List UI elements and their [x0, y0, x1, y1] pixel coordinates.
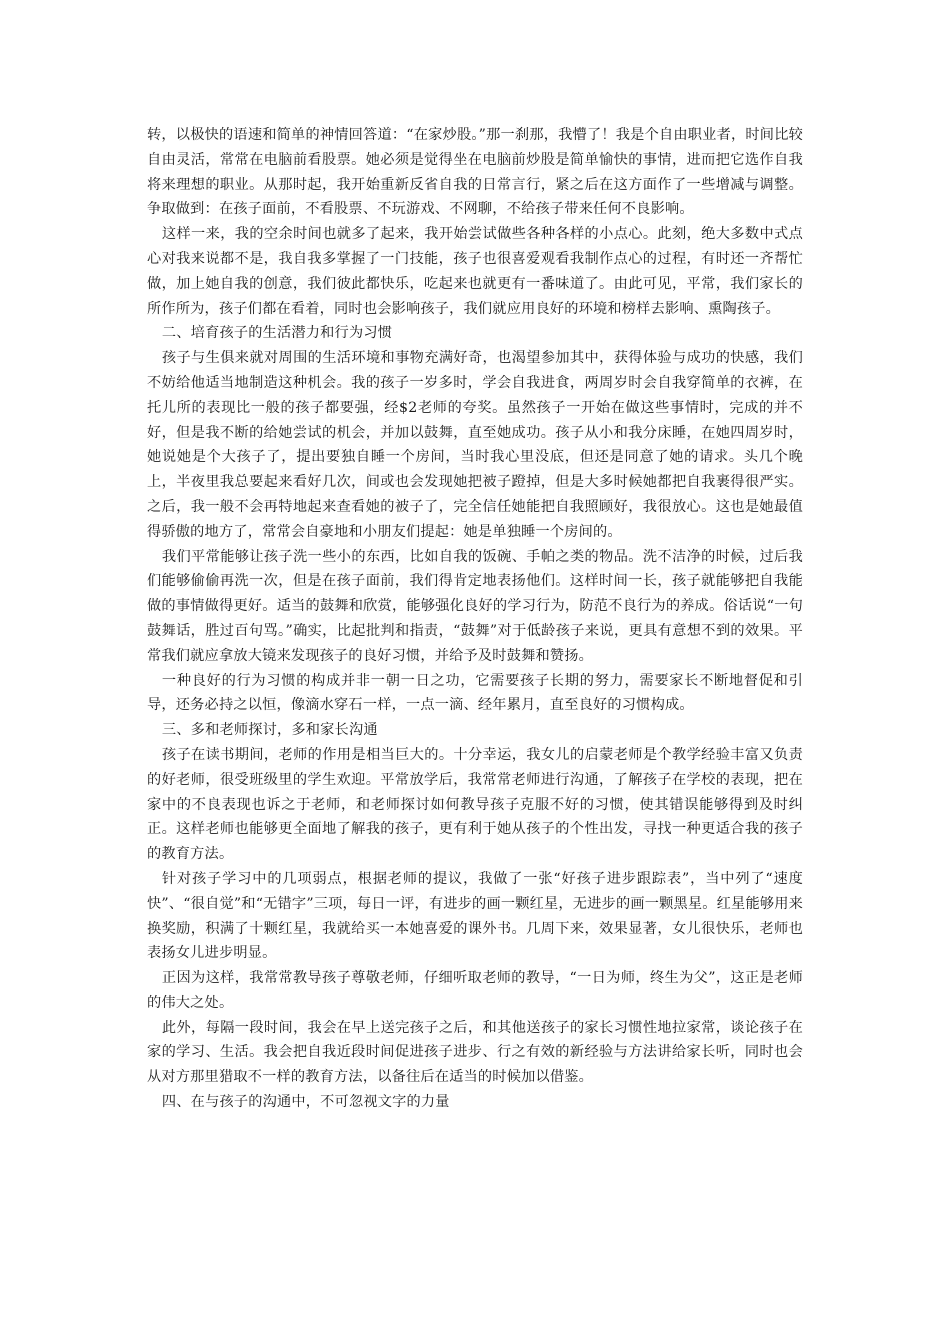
document-body [147, 123, 803, 1115]
paragraph-6: 孩子在读书期间，老师的作用是相当巨大的。十分幸运，我女儿的启蒙老师是个教学经验丰富又负责的好老师，很受班级里的学生欢迎。平常放学后，我常常老师进行沟通，了解孩子在学校的表现，把在家中的不良表现也诉之于老师，和老师探讨如何教导孩子克服不好的习惯，使其错误能够得到及时纠正。这样老师也能够更全面地了解我的孩子，更有利于她从孩子的个性出发，寻找一种更适合我的孩子的教育方法。 [147, 746, 803, 863]
paragraph-4: 我们平常能够让孩子洗一些小的东西，比如自我的饭碗、手帕之类的物品。洗不洁净的时候，过后我们能够偷偷再洗一次，但是在孩子面前，我们得肯定地表扬他们。这样时间一长，孩子就能够把自我能做的事情做得更好。适当的鼓舞和欣赏，能够强化良好的学习行为，防范不良行为的养成。俗话说“一句鼓舞话，胜过百句骂。”确实，比起批判和指责，“鼓舞”对于低龄孩子来说，更具有意想不到的效果。平常我们就应拿放大镜来发现孩子的良好习惯，并给予及时鼓舞和赞扬。 [147, 548, 803, 664]
paragraph-7: 针对孩子学习中的几项弱点，根据老师的提议，我做了一张“好孩子进步跟踪表”，当中列了“速度快”、“很自觉”和“无错字”三项，每日一评，有进步的画一颗红星，无进步的画一颗黑星。红星能够用来换奖励，积满了十颗红星，我就给买一本她喜爱的课外书。几周下来，效果显著，女儿很快乐，老师也表扬女儿进步明显。 [147, 870, 803, 962]
paragraph-9: 此外，每隔一段时间，我会在早上送完孩子之后，和其他送孩子的家长习惯性地拉家常，谈论孩子在家的学习、生活。我会把自我近段时间促进孩子进步、行之有效的新经验与方法讲给家长听，同时也会从对方那里猎取不一样的教育方法，以备往后在适当的时候加以借鉴。 [147, 1019, 803, 1086]
section-heading-2: 二、培育孩子的生活潜力和行为习惯 [161, 325, 393, 342]
paragraph-2: 这样一来，我的空余时间也就多了起来，我开始尝试做些各种各样的小点心。此刻，绝大多数中式点心对我来说都不是，我自我多掌握了一门技能，孩子也很喜爱观看我制作点心的过程，有时还一齐帮忙做，加上她自我的创意，我们彼此都快乐，吃起来也就更有一番味道了。由此可见，平常，我们家长的所作所为，孩子们都在看着，同时也会影响孩子，我们就应用良好的环境和榜样去影响、熏陶孩子。 [147, 226, 803, 317]
paragraph-5: 一种良好的行为习惯的构成并非一朝一日之功，它需要孩子长期的努力，需要家长不断地督促和引导，还务必持之以恒，像滴水穿石一样，一点一滴、经年累月，直至良好的习惯构成。 [147, 672, 803, 714]
paragraph-3: 孩子与生俱来就对周围的生活环境和事物充满好奇，也渴望参加其中，获得体验与成功的快感，我们不妨给他适当地制造这种机会。我的孩子一岁多时，学会自我进食，两周岁时会自我穿简单的衣裤，在托儿所的表现比一般的孩子都要强，经$2老师的夸奖。虽然孩子一开始在做这些事情时，完成的并不好，但是我不断的给她尝试的机会，并加以鼓舞，直至她成功。孩子从小和我分床睡，在她四周岁时，她说她是个大孩子了，提出要独自睡一个房间，当时我心里没底，但还是同意了她的请求。头几个晚上，半夜里我总要起来看好几次，间或也会发现她把被子蹬掉，但是大多时候她都把自我裹得很严实。之后，我一般不会再特地起来查看她的被子了，完全信任她能把自我照顾好，我很放心。这也是她最值得骄傲的地方了，常常会自豪地和小朋友们提起：她是单独睡一个房间的。 [147, 350, 803, 540]
section-heading-3: 三、多和老师探讨，多和家长沟通 [161, 722, 378, 739]
paragraph-1: 转，以极快的语速和简单的神情回答道：“在家炒股。”那一刹那，我懵了！我是个自由职业者，时间比较自由灵活，常常在电脑前看股票。她必须是觉得坐在电脑前炒股是简单愉快的事情，进而把它选作自我将来理想的职业。从那时起，我开始重新反省自我的日常言行，紧之后在这方面作了一些增减与调整。争取做到：在孩子面前，不看股票、不玩游戏、不网聊，不给孩子带来任何不良影响。 [147, 127, 803, 218]
section-heading-4: 四、在与孩子的沟通中，不可忽视文字的力量 [161, 1094, 450, 1111]
paragraph-8: 正因为这样，我常常教导孩子尊敬老师，仔细听取老师的教导，“一日为师，终生为父”，这正是老师的伟大之处。 [147, 970, 803, 1011]
